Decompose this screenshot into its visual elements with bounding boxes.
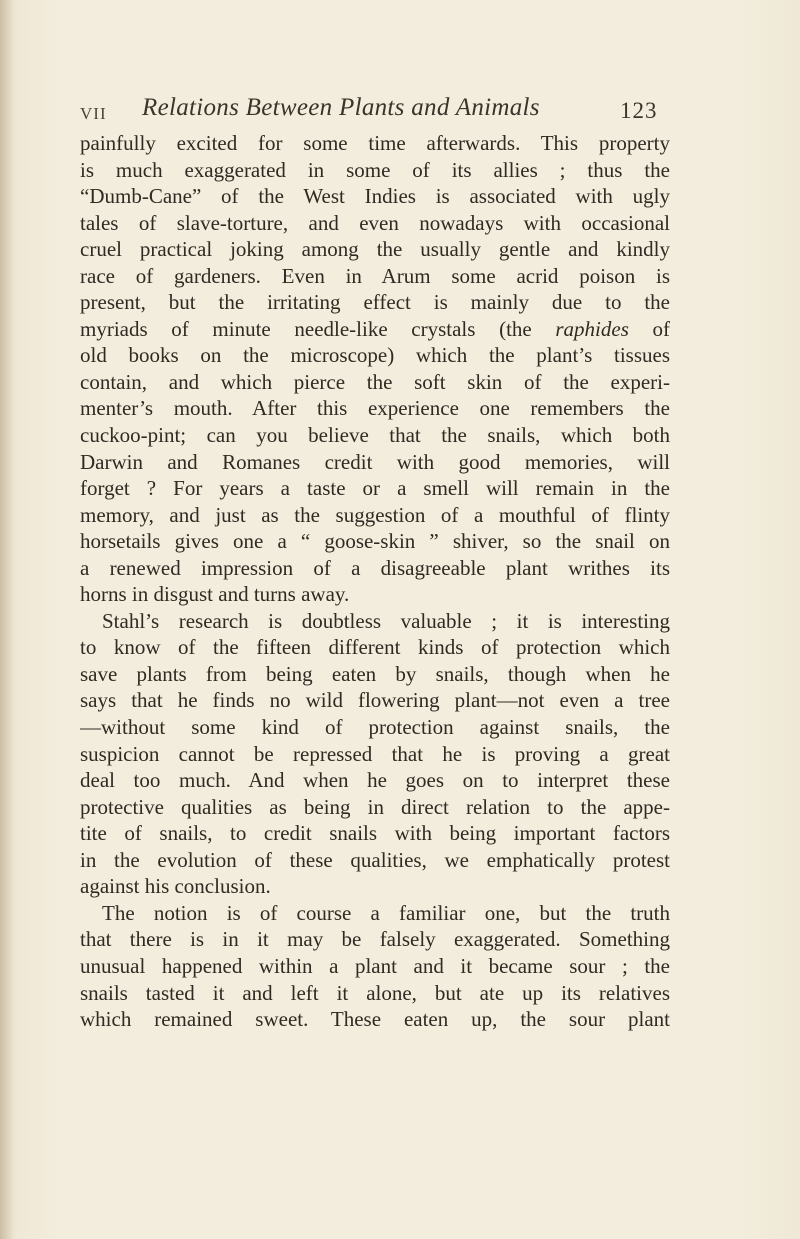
text-line [80, 449, 670, 476]
text-line [80, 289, 670, 316]
line-text: save plants from being eaten by snails, though when he [80, 661, 670, 686]
line-text: snails tasted it and left it alone, but ate up its relatives [80, 980, 670, 1005]
line-text: protective qualities as being in direct relation to the appe- [80, 794, 670, 819]
line-text: forget ? For years a taste or a smell will remain in the [80, 476, 670, 501]
text-line [80, 873, 670, 900]
text-line [80, 794, 670, 821]
spine-shadow [0, 0, 14, 1239]
line-text: tite of snails, to credit snails with being important factors [80, 821, 670, 846]
text-line [80, 847, 670, 874]
line-text: Darwin and Romanes credit with good memories, will [80, 449, 670, 474]
line-text: is much exaggerated in some of its allies ; thus the [80, 157, 670, 182]
line-text: to know of the fifteen different kinds of protection which [80, 635, 670, 660]
text-line [80, 608, 670, 635]
text-line [80, 634, 670, 661]
line-text: —without some kind of protection against snails, the [80, 715, 670, 740]
text-line [80, 714, 670, 741]
line-text: deal too much. And when he goes on to interpret these [80, 768, 670, 793]
text-line [80, 130, 670, 157]
text-line [80, 555, 670, 582]
running-header [80, 94, 680, 124]
text-line [80, 263, 670, 290]
text-line [80, 953, 670, 980]
line-text: present, but the irritating effect is mainly due to the [80, 290, 670, 315]
text-line [80, 210, 670, 237]
line-text: Stahl’s research is doubtless valuable ; it is interesting [102, 608, 670, 633]
text-line [80, 687, 670, 714]
line-text: “Dumb-Cane” of the West Indies is associated with ugly [80, 184, 670, 209]
line-text: race of gardeners. Even in Arum some acrid poison is [80, 263, 670, 288]
text-line [80, 342, 670, 369]
text-line [80, 581, 670, 608]
text-line [80, 528, 670, 555]
text-line [80, 316, 670, 343]
page-number: 123 [620, 98, 658, 123]
line-text: against his conclusion. [80, 874, 271, 899]
body-text [80, 130, 670, 1033]
line-text: The notion is of course a familiar one, but the truth [102, 900, 670, 925]
text-line [80, 369, 670, 396]
line-text: that there is in it may be falsely exaggerated. Something [80, 927, 670, 952]
text-line [80, 475, 670, 502]
chapter-number: VII [80, 104, 107, 123]
line-text: old books on the microscope) which the plant’s tissues [80, 343, 670, 368]
line-text: menter’s mouth. After this experience one remembers the [80, 396, 670, 421]
line-text-tail: of [628, 316, 670, 341]
text-line [80, 395, 670, 422]
text-line [80, 1006, 670, 1033]
text-line [80, 767, 670, 794]
line-text: tales of slave-torture, and even nowadays with occasional [80, 210, 670, 235]
line-text: memory, and just as the suggestion of a mouthful of flinty [80, 502, 670, 527]
line-text: myriads of minute needle-like crystals (the [80, 316, 532, 341]
running-title: Relations Between Plants and Animals [142, 94, 540, 121]
line-text: a renewed impression of a disagreeable plant writhes its [80, 555, 670, 580]
text-line [80, 900, 670, 927]
text-line [80, 502, 670, 529]
text-line [80, 741, 670, 768]
line-text: horns in disgust and turns away. [80, 582, 350, 607]
text-line [80, 820, 670, 847]
line-text: cruel practical joking among the usually gentle and kindly [80, 237, 670, 262]
text-line [80, 661, 670, 688]
line-text: which remained sweet. These eaten up, the sour plant [80, 1007, 670, 1032]
line-text: cuckoo-pint; can you believe that the snails, which both [80, 423, 670, 448]
text-line [80, 422, 670, 449]
line-text: unusual happened within a plant and it became sour ; the [80, 953, 670, 978]
line-text: painfully excited for some time afterwards. This property [80, 131, 670, 155]
line-text: contain, and which pierce the soft skin of the experi- [80, 369, 670, 394]
text-line [80, 183, 670, 210]
line-text: horsetails gives one a “ goose-skin ” shiver, so the snail on [80, 529, 670, 554]
line-text: says that he finds no wild flowering plant—not even a tree [80, 688, 670, 713]
line-text: suspicion cannot be repressed that he is proving a great [80, 741, 670, 766]
text-line [80, 157, 670, 184]
italic-term: raphides [555, 316, 629, 341]
line-text: in the evolution of these qualities, we emphatically protest [80, 847, 670, 872]
text-line [80, 236, 670, 263]
text-line [80, 926, 670, 953]
text-line [80, 980, 670, 1007]
